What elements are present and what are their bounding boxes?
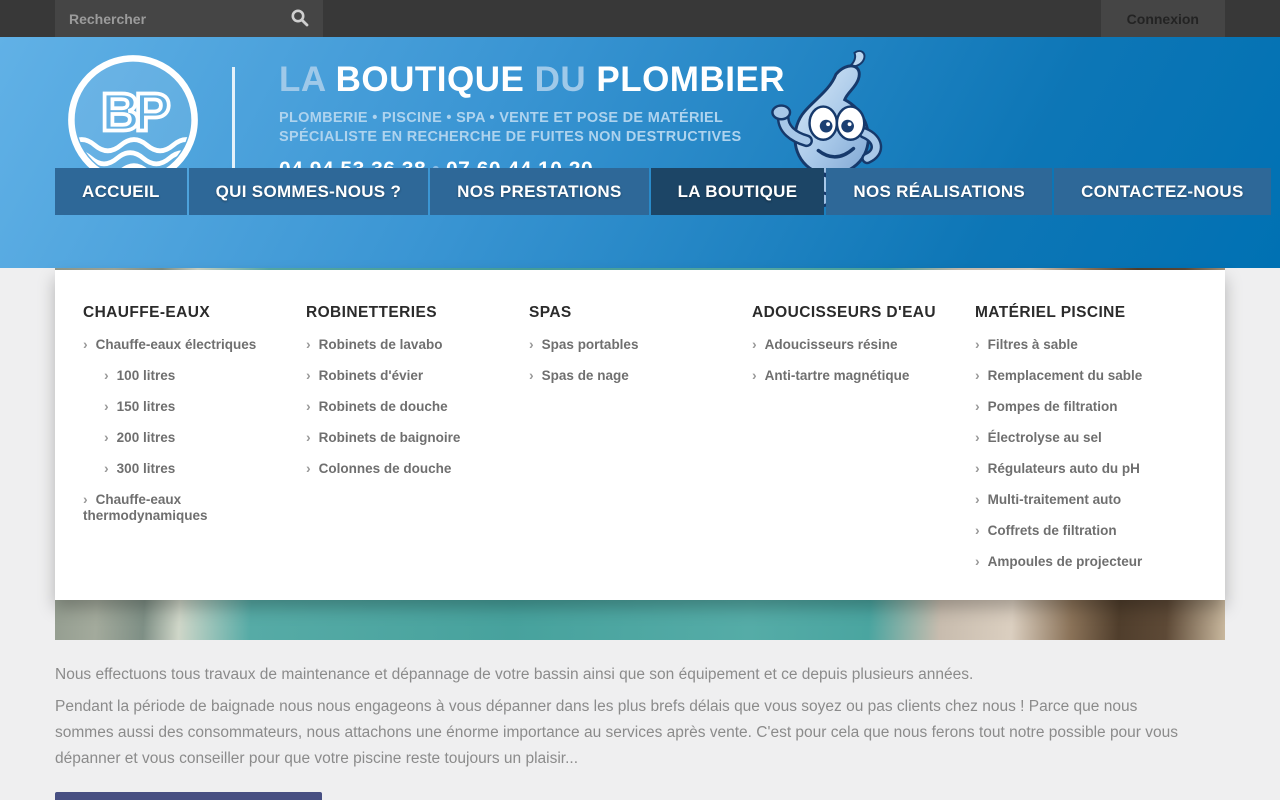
megamenu-items <box>306 336 517 477</box>
nav-item-contactez-nous[interactable]: CONTACTEZ-NOUS <box>1054 168 1271 215</box>
menu-item[interactable] <box>104 367 294 384</box>
menu-item-label: Robinets de lavabo <box>318 337 443 352</box>
chevron-right-icon: › <box>104 367 109 383</box>
connexion-button[interactable]: Connexion <box>1101 0 1225 37</box>
menu-item[interactable] <box>306 398 517 415</box>
nav-item-la-boutique[interactable]: LA BOUTIQUE <box>651 168 825 215</box>
header-divider <box>232 67 235 175</box>
search-input[interactable] <box>69 11 290 27</box>
nav-item-nos-prestations[interactable]: NOS PRESTATIONS <box>430 168 648 215</box>
chevron-right-icon: › <box>306 429 311 445</box>
chevron-right-icon: › <box>83 336 88 352</box>
intro-paragraph-1: Nous effectuons tous travaux de maintenance et dépannage de votre bassin ainsi que son équipement et ce depuis plusieurs années. <box>55 666 974 683</box>
menu-item[interactable] <box>975 429 1186 446</box>
menu-item-label: Électrolyse au sel <box>987 430 1102 445</box>
intro-paragraph-2: Pendant la période de baignade nous nous engageons à vous dépanner dans les plus brefs délais que vous soyez ou pas clients chez nous ! Parce que nous sommes aussi des consommateurs, nous attachons une énorme importance au services après vente. C'est pour cela que nous ferons tout notre possible pour vous dépanner et vous conseiller pour que votre piscine reste toujours un plaisir... <box>55 698 1179 767</box>
menu-item[interactable] <box>83 491 294 524</box>
menu-item[interactable] <box>975 367 1186 384</box>
menu-item-label: 300 litres <box>116 461 176 476</box>
megamenu-items <box>529 336 740 384</box>
megamenu-column-chauffe-eaux <box>83 304 306 600</box>
menu-item-label: Chauffe-eaux thermodynamiques <box>83 492 208 523</box>
site-tagline: PLOMBERIE • PISCINE • SPA • VENTE ET POSE DE MATÉRIEL SPÉCIALISTE EN RECHERCHE DE FUITES NON DESTRUCTIVES <box>279 110 742 145</box>
menu-item-label: 150 litres <box>116 399 176 414</box>
nav-item-nos-realisations[interactable]: NOS RÉALISATIONS <box>826 168 1052 215</box>
cta-button-partial[interactable] <box>55 792 322 800</box>
menu-item-label: Remplacement du sable <box>987 368 1143 383</box>
chevron-right-icon: › <box>306 460 311 476</box>
menu-item[interactable] <box>752 367 963 384</box>
menu-item[interactable] <box>975 398 1186 415</box>
chevron-right-icon: › <box>752 336 757 352</box>
top-bar <box>0 0 1280 37</box>
menu-item[interactable] <box>306 460 517 477</box>
menu-item-label: Robinets d'évier <box>318 368 424 383</box>
menu-item-label: Colonnes de douche <box>318 461 452 476</box>
chevron-right-icon: › <box>975 398 980 414</box>
menu-item[interactable] <box>83 336 294 353</box>
menu-item-label: Robinets de douche <box>318 399 448 414</box>
chevron-right-icon: › <box>83 491 88 507</box>
menu-item-label: 200 litres <box>116 430 176 445</box>
megamenu-heading[interactable]: ROBINETTERIES <box>306 304 437 321</box>
menu-item-label: Anti-tartre magnétique <box>764 368 910 383</box>
menu-item-label: 100 litres <box>116 368 176 383</box>
menu-item-label: Adoucisseurs résine <box>764 337 898 352</box>
chevron-right-icon: › <box>975 491 980 507</box>
chevron-right-icon: › <box>529 336 534 352</box>
megamenu-items <box>752 336 963 384</box>
menu-item[interactable] <box>975 336 1186 353</box>
chevron-right-icon: › <box>975 367 980 383</box>
menu-item-label: Filtres à sable <box>987 337 1078 352</box>
chevron-right-icon: › <box>104 398 109 414</box>
menu-item-label: Ampoules de projecteur <box>987 554 1143 569</box>
chevron-right-icon: › <box>975 522 980 538</box>
chevron-right-icon: › <box>306 336 311 352</box>
chevron-right-icon: › <box>975 460 980 476</box>
menu-item-label: Pompes de filtration <box>987 399 1118 414</box>
menu-item[interactable] <box>306 336 517 353</box>
chevron-right-icon: › <box>752 367 757 383</box>
main-nav <box>55 168 1273 218</box>
search-icon <box>290 8 309 30</box>
megamenu-heading[interactable]: SPAS <box>529 304 572 321</box>
megamenu-column-adoucisseurs <box>752 304 975 600</box>
chevron-right-icon: › <box>306 398 311 414</box>
page-content <box>55 640 1225 800</box>
menu-item[interactable] <box>104 398 294 415</box>
site-header <box>0 37 1280 268</box>
menu-item[interactable] <box>975 460 1186 477</box>
menu-item[interactable] <box>306 367 517 384</box>
menu-item-label: Coffrets de filtration <box>987 523 1117 538</box>
chevron-right-icon: › <box>975 336 980 352</box>
menu-item-label: Chauffe-eaux électriques <box>95 337 257 352</box>
megamenu-column-robinetteries <box>306 304 529 600</box>
menu-item[interactable] <box>975 553 1186 570</box>
chevron-right-icon: › <box>306 367 311 383</box>
chevron-right-icon: › <box>104 460 109 476</box>
boutique-megamenu <box>55 270 1225 600</box>
menu-item[interactable] <box>975 522 1186 539</box>
megamenu-heading[interactable]: CHAUFFE-EAUX <box>83 304 211 321</box>
chevron-right-icon: › <box>529 367 534 383</box>
menu-item-label: Robinets de baignoire <box>318 430 461 445</box>
logo-monogram: BP <box>101 82 165 143</box>
search-box[interactable] <box>55 0 323 37</box>
menu-item-label: Spas de nage <box>541 368 629 383</box>
site-title: LA BOUTIQUE DU PLOMBIER <box>279 60 786 99</box>
megamenu-column-materiel-piscine <box>975 304 1198 600</box>
megamenu-column-spas <box>529 304 752 600</box>
megamenu-heading[interactable]: MATÉRIEL PISCINE <box>975 304 1126 321</box>
menu-item[interactable] <box>529 367 740 384</box>
megamenu-heading[interactable]: ADOUCISSEURS D'EAU <box>752 304 936 321</box>
menu-item[interactable] <box>306 429 517 446</box>
chevron-right-icon: › <box>975 553 980 569</box>
menu-item-label: Spas portables <box>541 337 639 352</box>
nav-item-qui-sommes-nous[interactable]: QUI SOMMES-NOUS ? <box>189 168 429 215</box>
megamenu-items <box>975 336 1186 570</box>
chevron-right-icon: › <box>104 429 109 445</box>
menu-item-label: Régulateurs auto du pH <box>987 461 1140 476</box>
search-button[interactable] <box>290 8 309 30</box>
chevron-right-icon: › <box>975 429 980 445</box>
menu-item[interactable] <box>104 460 294 477</box>
megamenu-items <box>83 336 294 524</box>
menu-item[interactable] <box>104 429 294 446</box>
hero-pool-image <box>55 268 1225 640</box>
nav-item-accueil[interactable]: ACCUEIL <box>55 168 187 215</box>
menu-item-label: Multi-traitement auto <box>987 492 1122 507</box>
menu-item[interactable] <box>975 491 1186 508</box>
menu-item[interactable] <box>752 336 963 353</box>
menu-item[interactable] <box>529 336 740 353</box>
